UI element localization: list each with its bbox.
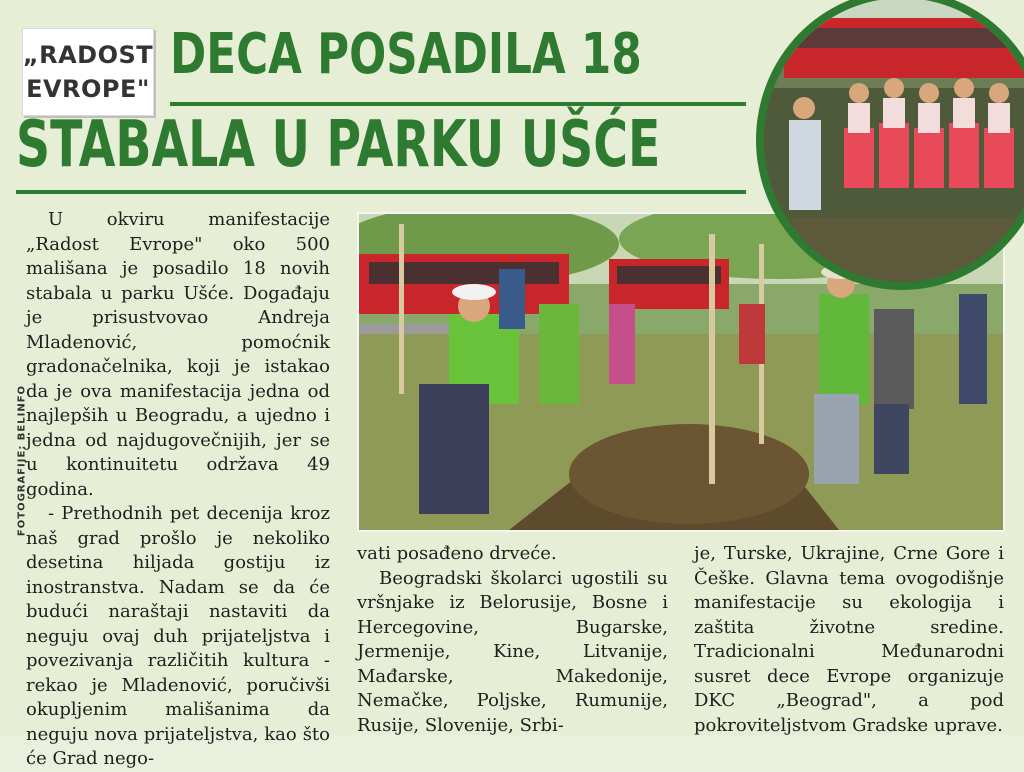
children-choir-photo-art xyxy=(764,0,1024,282)
kicker-line-1: „RADOST xyxy=(22,41,154,69)
kicker-line-2: EVROPE" xyxy=(26,75,150,103)
paragraph: je, Turske, Ukrajine, Crne Gore i Češke. Glavna tema ovogodišnje manifestacije su ekologija i zaštita životne sredine. Tradicionalni Međunarodni susret dece Evrope organizuje DKC „Beograd", a pod pokroviteljstvom Gradske uprave. xyxy=(694,543,1004,736)
headline-rule-bottom xyxy=(16,190,746,194)
headline-line-1: DECA POSADILA 18 xyxy=(170,22,642,87)
paragraph: U okviru manifestacije „Radost Evrope" oko 500 mališana je posadilo 18 novih stabala u parku Ušće. Događaju je prisustvovao Andreja Mladenović, pomoćnik gradonačelnika, koji je istakao da je ova manifestacija jedna od najlepših u Beogradu, a ujedno i jedna od najdugovečnijih, jer se u kontinuitetu održava 49 godina. xyxy=(26,209,330,500)
kicker-tag xyxy=(22,28,154,116)
photo-credit: FOTOGRAFIJE: BELINFO xyxy=(16,384,28,537)
headline-rule-top xyxy=(170,102,746,106)
article-column-1 xyxy=(26,208,330,772)
paragraph: - Prethodnih pet decenija kroz naš grad prošlo je nekoliko desetina hiljada gostiju iz inostranstva. Nadam se da će budući naraštaji nastaviti da neguju ovaj duh prijateljstva i povezivanja različitih kultura - rekao je Mladenović, poručivši okupljenim mališanima da neguju nova prijateljstva, kao što će Grad nego- xyxy=(26,503,330,769)
paragraph: vati posađeno drveće. xyxy=(357,543,557,564)
paragraph: Beogradski školarci ugostili su vršnjake iz Belorusije, Bosne i Hercegovine, Bugarske, Jermenije, Kine, Litvanije, Mađarske, Makedonije, Nemačke, Poljske, Rumunije, Rusije, Slovenije, Srbi- xyxy=(357,567,668,736)
headline-line-2: STABALA U PARKU UŠĆE xyxy=(16,108,661,182)
article-column-3 xyxy=(694,542,1004,738)
article-column-2 xyxy=(357,542,668,738)
